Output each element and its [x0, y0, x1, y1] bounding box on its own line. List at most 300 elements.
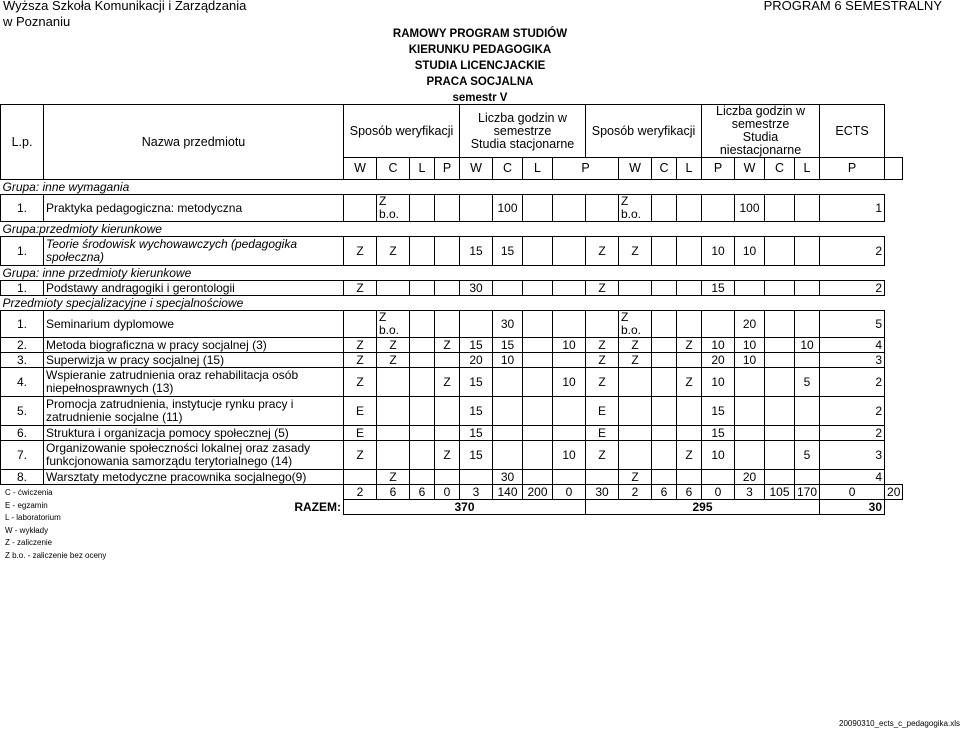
stacjonarne-label: Studia stacjonarne	[470, 136, 575, 151]
value-cell: 20	[735, 470, 765, 485]
row-number: 4.	[1, 368, 44, 397]
total-count: 6	[377, 485, 410, 500]
value-cell	[677, 397, 702, 426]
empty-cell	[523, 222, 553, 237]
value-cell: Z	[344, 237, 377, 266]
value-cell	[677, 470, 702, 485]
value-cell	[435, 426, 460, 441]
value-cell: Z	[619, 353, 652, 368]
total-count: 30	[586, 485, 619, 500]
subcol-header: L	[795, 158, 820, 180]
subject-name-line: Seminarium dyplomowe	[46, 316, 175, 331]
razem-row	[1, 500, 903, 515]
value-cell	[553, 470, 586, 485]
empty-cell	[765, 296, 795, 311]
subject-name-line: Warsztaty metodyczne pracownika socjalnego(9)	[46, 469, 307, 484]
value-cell	[652, 441, 677, 470]
empty-cell	[553, 266, 586, 281]
empty-cell	[523, 266, 553, 281]
empty-cell	[820, 296, 885, 311]
value-cell: 15	[460, 368, 493, 397]
value-cell	[765, 441, 795, 470]
ects-value: 3	[820, 441, 885, 470]
subject-name	[44, 426, 344, 441]
value-cell: 10	[553, 441, 586, 470]
value-cell	[677, 237, 702, 266]
empty-cell	[765, 180, 795, 195]
table-row	[1, 281, 903, 296]
empty-cell	[735, 266, 765, 281]
value-cell: Z	[677, 338, 702, 353]
value-cell: Z	[435, 441, 460, 470]
value-cell	[523, 281, 553, 296]
value-cell: 10	[735, 338, 765, 353]
value-cell	[795, 426, 820, 441]
value-cell	[377, 441, 410, 470]
empty-cell	[586, 180, 619, 195]
value-cell	[410, 368, 435, 397]
value-cell	[377, 426, 410, 441]
value-cell	[523, 237, 553, 266]
empty-cell	[523, 180, 553, 195]
legend-item: Z b.o. - zaliczenie bez oceny	[5, 550, 107, 560]
subject-name-line: Superwizja w pracy socjalnej (15)	[46, 352, 225, 367]
empty-cell	[344, 266, 377, 281]
value-cell: Z	[677, 441, 702, 470]
value-cell	[677, 311, 702, 338]
empty-cell	[460, 296, 493, 311]
empty-cell	[460, 266, 493, 281]
subject-name	[44, 397, 344, 426]
value-cell	[410, 281, 435, 296]
value-cell	[702, 195, 735, 222]
total-count: 2	[619, 485, 652, 500]
subcol-header: P	[820, 158, 885, 180]
subcol-header: L	[677, 158, 702, 180]
empty-cell	[735, 296, 765, 311]
value-cell: 10	[553, 338, 586, 353]
group-name: Grupa:przedmioty kierunkowe	[2, 221, 162, 236]
value-cell	[377, 368, 410, 397]
value-cell: 20	[702, 353, 735, 368]
subject-name-line: społeczna)	[46, 250, 105, 264]
value-cell	[652, 368, 677, 397]
subcol-header: W	[460, 158, 493, 180]
value-cell	[435, 237, 460, 266]
value-cell: Z b.o.	[619, 195, 652, 222]
empty-cell	[435, 266, 460, 281]
row-number: 3.	[1, 353, 44, 368]
ects-value: 2	[820, 237, 885, 266]
subject-name	[44, 311, 344, 338]
value-cell	[795, 397, 820, 426]
subject-name-line: funkcjonowania samorządu terytorialnego (14)	[46, 454, 293, 468]
value-cell	[677, 195, 702, 222]
value-cell	[765, 426, 795, 441]
empty-cell	[435, 222, 460, 237]
title-line: STUDIA LICENCJACKIE	[414, 60, 546, 72]
value-cell	[410, 311, 435, 338]
empty-cell	[553, 222, 586, 237]
value-cell: Z	[619, 237, 652, 266]
ects-value: 2	[820, 281, 885, 296]
value-cell	[652, 353, 677, 368]
ects-subheader	[885, 158, 903, 180]
value-cell: 15	[460, 338, 493, 353]
value-cell: Z	[435, 368, 460, 397]
empty-cell	[619, 180, 652, 195]
value-cell	[735, 426, 765, 441]
value-cell	[765, 237, 795, 266]
subject-name	[44, 470, 344, 485]
value-cell: Z	[586, 441, 619, 470]
empty-cell	[795, 222, 820, 237]
value-cell: Z	[377, 470, 410, 485]
value-cell: 15	[493, 237, 523, 266]
value-cell: Z	[586, 281, 619, 296]
total-count: 20	[885, 485, 903, 500]
value-cell: 20	[460, 353, 493, 368]
empty-cell	[493, 180, 523, 195]
value-cell: Z	[344, 281, 377, 296]
value-cell	[735, 368, 765, 397]
value-cell	[652, 195, 677, 222]
value-cell	[765, 368, 795, 397]
value-cell	[795, 195, 820, 222]
value-cell	[410, 195, 435, 222]
value-cell: Z b.o.	[377, 195, 410, 222]
empty-cell	[677, 222, 702, 237]
empty-cell	[344, 222, 377, 237]
value-cell: Z	[344, 441, 377, 470]
empty-cell	[795, 296, 820, 311]
value-cell	[619, 426, 652, 441]
value-cell	[435, 470, 460, 485]
empty-cell	[493, 222, 523, 237]
value-cell: 10	[702, 441, 735, 470]
value-cell	[410, 441, 435, 470]
value-cell: 15	[493, 338, 523, 353]
empty-cell	[652, 296, 677, 311]
value-cell: 15	[460, 237, 493, 266]
ects-value: 2	[820, 397, 885, 426]
empty-cell	[377, 296, 410, 311]
group-name: Przedmioty specjalizacyjne i specjalnościowe	[2, 295, 244, 310]
title-line: RAMOWY PROGRAM STUDIÓW	[392, 28, 568, 40]
subject-name-line: niepełnosprawnych (13)	[46, 381, 174, 395]
subcol-header: L	[410, 158, 435, 180]
value-cell	[765, 311, 795, 338]
subject-name-line: Organizowanie społeczności lokalnej oraz zasady	[46, 441, 311, 455]
value-cell	[523, 368, 553, 397]
total-count: 170	[795, 485, 820, 500]
value-cell: 5	[795, 441, 820, 470]
row-number: 1.	[1, 311, 44, 338]
empty-cell	[765, 266, 795, 281]
empty-cell	[735, 180, 765, 195]
niestacjonarne-total: 295	[586, 500, 820, 515]
value-cell: Z	[586, 338, 619, 353]
value-cell: Z	[344, 368, 377, 397]
value-cell	[523, 338, 553, 353]
subcol-header: C	[493, 158, 523, 180]
value-cell	[795, 353, 820, 368]
title-line: KIERUNKU PEDAGOGIKA	[408, 44, 552, 56]
subject-name	[44, 281, 344, 296]
value-cell	[435, 195, 460, 222]
value-cell: 10	[735, 237, 765, 266]
row-number: 1.	[1, 195, 44, 222]
table-row	[1, 441, 903, 470]
value-cell	[735, 441, 765, 470]
empty-cell	[702, 222, 735, 237]
total-count: 6	[410, 485, 435, 500]
value-cell	[765, 470, 795, 485]
verification-header-stacjonarne: Sposób weryfikacji	[344, 105, 460, 158]
hours-header-niestacjonarne	[702, 105, 820, 158]
subcol-header: C	[652, 158, 677, 180]
legend-item: L - laboratorium	[5, 513, 61, 522]
value-cell: 15	[702, 426, 735, 441]
total-count: 6	[677, 485, 702, 500]
legend	[5, 487, 106, 562]
value-cell	[377, 397, 410, 426]
total-count: 3	[735, 485, 765, 500]
school-name	[3, 0, 246, 30]
value-cell	[460, 470, 493, 485]
legend-item: E - egzamin	[5, 500, 48, 510]
value-cell	[553, 353, 586, 368]
value-cell: Z	[586, 237, 619, 266]
totals-row	[1, 485, 903, 500]
empty-cell	[553, 296, 586, 311]
value-cell	[652, 311, 677, 338]
ects-value: 2	[820, 426, 885, 441]
subject-name-line: Podstawy andragogiki i gerontologii	[46, 280, 235, 295]
value-cell	[523, 353, 553, 368]
group-row	[1, 296, 903, 311]
value-cell	[652, 470, 677, 485]
legend-item: W - wykłady	[5, 525, 49, 535]
value-cell	[553, 397, 586, 426]
hours-header-stacjonarne	[460, 105, 586, 158]
value-cell	[493, 441, 523, 470]
total-count: 140	[493, 485, 523, 500]
value-cell	[410, 470, 435, 485]
empty-cell	[586, 222, 619, 237]
value-cell	[344, 195, 377, 222]
ects-header: ECTS	[820, 105, 885, 158]
value-cell: 10	[553, 368, 586, 397]
group-name: Grupa: inne przedmioty kierunkowe	[2, 265, 192, 280]
empty-cell	[410, 266, 435, 281]
value-cell	[619, 368, 652, 397]
value-cell	[619, 397, 652, 426]
empty-cell	[410, 296, 435, 311]
value-cell	[765, 338, 795, 353]
empty-cell	[820, 222, 885, 237]
value-cell: E	[344, 397, 377, 426]
table-row	[1, 338, 903, 353]
empty-cell	[377, 222, 410, 237]
value-cell: Z	[344, 338, 377, 353]
group-row	[1, 180, 903, 195]
empty-cell	[410, 180, 435, 195]
row-number: 8.	[1, 470, 44, 485]
value-cell	[765, 397, 795, 426]
table-row	[1, 368, 903, 397]
value-cell	[493, 397, 523, 426]
title-line: PRACA SOCJALNA	[426, 76, 534, 88]
value-cell: Z	[377, 338, 410, 353]
empty-cell	[619, 222, 652, 237]
value-cell	[652, 426, 677, 441]
ects-value: 1	[820, 195, 885, 222]
empty-cell	[586, 266, 619, 281]
value-cell	[377, 281, 410, 296]
ects-value: 3	[820, 353, 885, 368]
stacjonarne-total: 370	[344, 500, 586, 515]
empty-cell	[460, 222, 493, 237]
value-cell: 5	[795, 368, 820, 397]
subject-name	[44, 441, 344, 470]
subject-name-line: Struktura i organizacja pomocy społecznej (5)	[46, 425, 289, 440]
empty-cell	[652, 222, 677, 237]
value-cell: Z	[435, 338, 460, 353]
value-cell: E	[586, 426, 619, 441]
hours-header-label: Liczba godzin w semestrze	[716, 104, 805, 131]
value-cell	[493, 281, 523, 296]
value-cell: Z b.o.	[377, 311, 410, 338]
empty-cell	[677, 296, 702, 311]
value-cell	[735, 397, 765, 426]
empty-cell	[765, 222, 795, 237]
empty-cell	[493, 296, 523, 311]
value-cell	[493, 368, 523, 397]
value-cell: Z	[619, 338, 652, 353]
value-cell	[677, 426, 702, 441]
value-cell	[410, 353, 435, 368]
value-cell	[586, 311, 619, 338]
empty-cell	[795, 266, 820, 281]
total-count: 0	[435, 485, 460, 500]
value-cell: Z	[344, 353, 377, 368]
value-cell	[435, 281, 460, 296]
empty-cell	[523, 296, 553, 311]
value-cell: 10	[702, 368, 735, 397]
value-cell: 30	[493, 470, 523, 485]
value-cell	[586, 195, 619, 222]
value-cell: 30	[460, 281, 493, 296]
subcol-header: P	[553, 158, 619, 180]
table-row	[1, 311, 903, 338]
total-count: 3	[460, 485, 493, 500]
table-row	[1, 195, 903, 222]
row-number: 7.	[1, 441, 44, 470]
value-cell	[410, 338, 435, 353]
value-cell: Z	[619, 470, 652, 485]
total-count: 0	[702, 485, 735, 500]
empty-cell	[735, 222, 765, 237]
value-cell	[435, 397, 460, 426]
subject-name-line: Promocja zatrudnienia, instytucje rynku pracy i	[46, 397, 294, 411]
value-cell	[410, 397, 435, 426]
value-cell	[410, 237, 435, 266]
ects-value: 4	[820, 470, 885, 485]
empty-cell	[820, 266, 885, 281]
value-cell	[619, 281, 652, 296]
value-cell	[553, 426, 586, 441]
hours-header-label: Liczba godzin w semestrze	[478, 110, 567, 138]
value-cell: Z	[377, 237, 410, 266]
empty-cell	[677, 180, 702, 195]
curriculum-table	[0, 104, 903, 515]
value-cell	[765, 281, 795, 296]
file-name: 20090310_ects_c_pedagogika.xls	[839, 719, 960, 728]
value-cell	[523, 470, 553, 485]
subcol-header: P	[435, 158, 460, 180]
value-cell: E	[344, 426, 377, 441]
value-cell: 10	[702, 338, 735, 353]
value-cell	[553, 195, 586, 222]
value-cell	[652, 338, 677, 353]
subcol-header: C	[377, 158, 410, 180]
value-cell: 15	[702, 281, 735, 296]
value-cell	[344, 470, 377, 485]
subject-name-line: Wspieranie zatrudnienia oraz rehabilitacja osób	[46, 368, 299, 382]
empty-cell	[652, 180, 677, 195]
legend-item: C - ćwiczenia	[5, 488, 53, 497]
empty-cell	[652, 266, 677, 281]
subject-name-line: Praktyka pedagogiczna: metodyczna	[46, 200, 243, 215]
value-cell	[493, 426, 523, 441]
subject-name-line: Teorie środowisk wychowawczych (pedagogika	[46, 237, 298, 251]
value-cell	[735, 281, 765, 296]
empty-cell	[553, 180, 586, 195]
value-cell	[523, 441, 553, 470]
subcol-header: W	[735, 158, 765, 180]
empty-cell	[677, 266, 702, 281]
value-cell: Z	[586, 353, 619, 368]
total-count: 105	[765, 485, 795, 500]
value-cell	[523, 311, 553, 338]
value-cell	[795, 237, 820, 266]
ects-value: 2	[820, 368, 885, 397]
empty-cell	[435, 296, 460, 311]
total-count: 2	[344, 485, 377, 500]
ects-value: 4	[820, 338, 885, 353]
value-cell	[553, 311, 586, 338]
value-cell: Z	[586, 368, 619, 397]
empty-cell	[493, 266, 523, 281]
value-cell: 10	[493, 353, 523, 368]
subject-name-line: Metoda biograficzna w pracy socjalnej (3)	[46, 337, 267, 352]
group-name: Grupa: inne wymagania	[2, 179, 130, 194]
value-cell	[344, 311, 377, 338]
value-cell: 15	[702, 397, 735, 426]
subcol-header: L	[523, 158, 553, 180]
row-number: 1.	[1, 237, 44, 266]
value-cell	[460, 195, 493, 222]
subject-name	[44, 195, 344, 222]
value-cell: 10	[735, 353, 765, 368]
total-count: 200	[523, 485, 553, 500]
empty-cell	[344, 180, 377, 195]
empty-cell	[702, 266, 735, 281]
value-cell: 100	[493, 195, 523, 222]
value-cell: 15	[460, 441, 493, 470]
empty-cell	[795, 180, 820, 195]
